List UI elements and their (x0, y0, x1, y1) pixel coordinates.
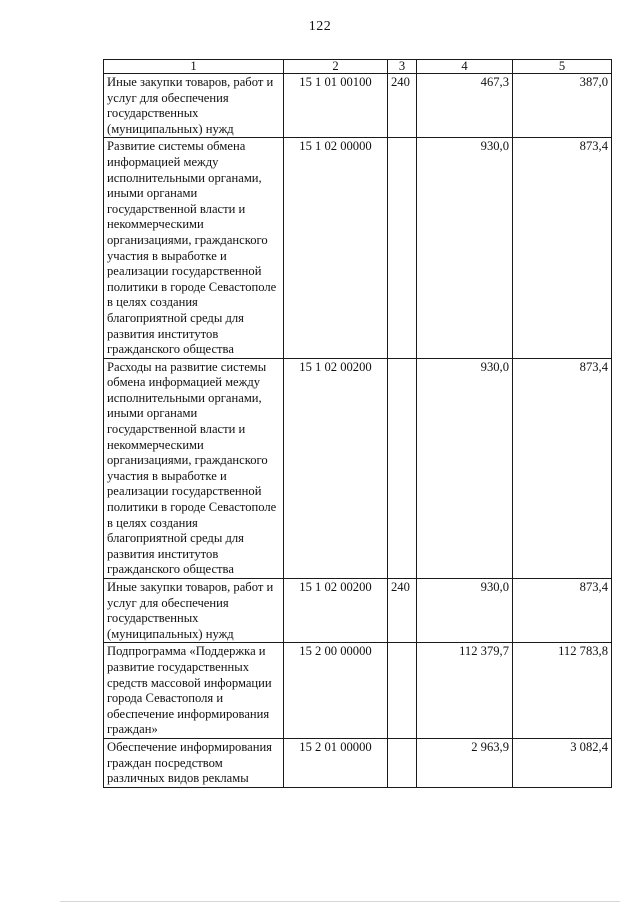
expense-name: Развитие системы обмена информацией между исполнительными органами, иными органами государственной власти и некоммерческими организациями, гражданского участия в выработке и реализации государственной политики в городе Севастополе в целях создания благоприятной среды для развития институтов гражданского общества (104, 138, 284, 358)
scan-edge-line (60, 901, 620, 902)
amount-col4: 112 379,7 (417, 643, 513, 739)
expense-type-code: 240 (388, 579, 417, 643)
amount-col4: 2 963,9 (417, 738, 513, 787)
amount-col5: 873,4 (513, 579, 612, 643)
expense-type-code (388, 138, 417, 358)
target-article-code: 15 1 01 00100 (284, 74, 388, 138)
column-header: 5 (513, 60, 612, 74)
expense-name: Обеспечение информирования граждан посредством различных видов рекламы (104, 738, 284, 787)
column-header: 1 (104, 60, 284, 74)
expense-type-code (388, 738, 417, 787)
budget-table (103, 59, 612, 788)
expense-name: Иные закупки товаров, работ и услуг для обеспечения государственных (муниципальных) нужд (104, 74, 284, 138)
target-article-code: 15 1 02 00000 (284, 138, 388, 358)
page-number: 122 (308, 19, 332, 34)
amount-col4: 930,0 (417, 579, 513, 643)
expense-type-code: 240 (388, 74, 417, 138)
target-article-code: 15 1 02 00200 (284, 579, 388, 643)
amount-col5: 873,4 (513, 358, 612, 578)
amount-col5: 387,0 (513, 74, 612, 138)
target-article-code: 15 2 01 00000 (284, 738, 388, 787)
target-article-code: 15 2 00 00000 (284, 643, 388, 739)
column-header: 3 (388, 60, 417, 74)
amount-col4: 930,0 (417, 138, 513, 358)
header-row (104, 60, 612, 74)
table-row (104, 579, 612, 643)
amount-col5: 112 783,8 (513, 643, 612, 739)
table-row (104, 738, 612, 787)
table-row (104, 643, 612, 739)
column-header: 2 (284, 60, 388, 74)
expense-type-code (388, 358, 417, 578)
expense-name: Подпрограмма «Поддержка и развитие государственных средств массовой информации города Севастополя и обеспечение информирования граждан» (104, 643, 284, 739)
expense-name: Иные закупки товаров, работ и услуг для обеспечения государственных (муниципальных) нужд (104, 579, 284, 643)
column-header: 4 (417, 60, 513, 74)
expense-name: Расходы на развитие системы обмена информацией между исполнительными органами, иными органами государственной власти и некоммерческими организациями, гражданского участия в выработке и реализации государственной политики в городе Севастополе в целях создания благоприятной среды для развития институтов гражданского общества (104, 358, 284, 578)
amount-col5: 3 082,4 (513, 738, 612, 787)
table-row (104, 74, 612, 138)
target-article-code: 15 1 02 00200 (284, 358, 388, 578)
amount-col4: 467,3 (417, 74, 513, 138)
table-row (104, 358, 612, 578)
amount-col5: 873,4 (513, 138, 612, 358)
table-row (104, 138, 612, 358)
expense-type-code (388, 643, 417, 739)
amount-col4: 930,0 (417, 358, 513, 578)
